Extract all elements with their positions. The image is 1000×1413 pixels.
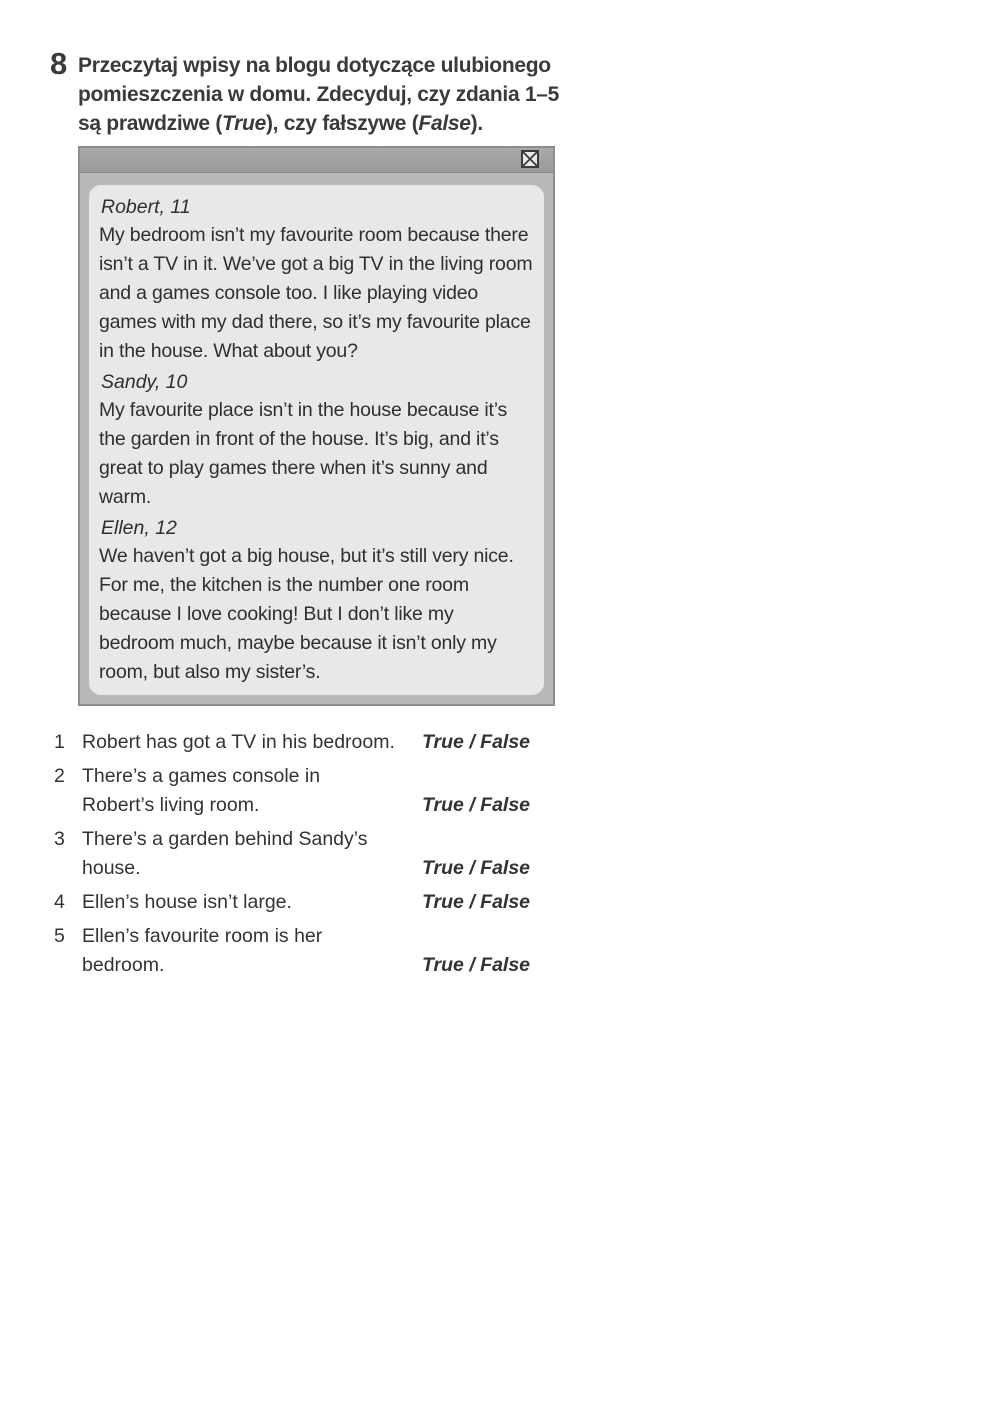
question-text: There’s a games console in Robert’s living room. <box>82 765 321 816</box>
true-false-choice[interactable]: True / False <box>422 794 531 816</box>
true-false-choice[interactable]: True / False <box>422 891 531 913</box>
blog-post-sandy <box>99 369 534 512</box>
question-text: Robert has got a TV in his bedroom. <box>82 731 395 753</box>
exercise-number: 8 <box>50 46 68 81</box>
blog-window <box>78 146 555 706</box>
question-number: 4 <box>54 891 65 913</box>
true-false-choice[interactable]: True / False <box>422 954 531 976</box>
post-text: We haven’t got a big house, but it’s still very nice. For me, the kitchen is the number one room because I love cooking! But I don’t like my bedroom much, maybe because it isn’t only my room, but also my sister’s. <box>99 545 514 683</box>
blog-title-bar <box>80 148 553 173</box>
post-text: My bedroom isn’t my favourite room because there isn’t a TV in it. We’ve got a big TV in the living room and a games console too. I like playing video games with my dad there, so it’s my favourite place in the house. What about you? <box>99 224 533 362</box>
instruction-false-word: False <box>418 112 471 135</box>
post-author: Ellen, 12 <box>101 517 177 539</box>
instruction-text-3: ). <box>470 112 483 135</box>
blog-post-robert <box>99 194 534 366</box>
post-author: Sandy, 10 <box>101 371 188 393</box>
blog-content <box>89 185 544 695</box>
instruction-true-word: True <box>222 112 266 135</box>
question-number: 2 <box>54 765 65 787</box>
post-author: Robert, 11 <box>101 196 191 218</box>
question-text: There’s a garden behind Sandy’s house. <box>82 828 368 879</box>
instruction-text-1: Przeczytaj wpisy na blogu dotyczące ulubionego pomieszczenia w domu. Zdecyduj, czy zdania 1–5 są prawdziwe ( <box>78 54 560 135</box>
blog-post-ellen <box>99 515 534 687</box>
question-text: Ellen’s house isn’t large. <box>82 891 292 913</box>
question-text: Ellen’s favourite room is her bedroom. <box>82 925 323 976</box>
question-item <box>50 825 550 883</box>
question-item <box>50 728 550 757</box>
post-text: My favourite place isn’t in the house because it’s the garden in front of the house. It’s big, and it’s great to play games there when it’s sunny and warm. <box>99 399 508 508</box>
close-x-glyph <box>523 152 537 166</box>
question-number: 1 <box>54 731 65 753</box>
question-item <box>50 888 550 917</box>
exercise-instruction <box>78 51 568 138</box>
close-icon[interactable] <box>521 150 539 168</box>
question-item <box>50 922 550 980</box>
question-list <box>50 728 550 985</box>
question-number: 3 <box>54 828 65 850</box>
question-number: 5 <box>54 925 65 947</box>
true-false-choice[interactable]: True / False <box>422 731 531 753</box>
true-false-choice[interactable]: True / False <box>422 857 531 879</box>
question-item <box>50 762 550 820</box>
instruction-text-2: ), czy fałszywe ( <box>265 112 419 135</box>
